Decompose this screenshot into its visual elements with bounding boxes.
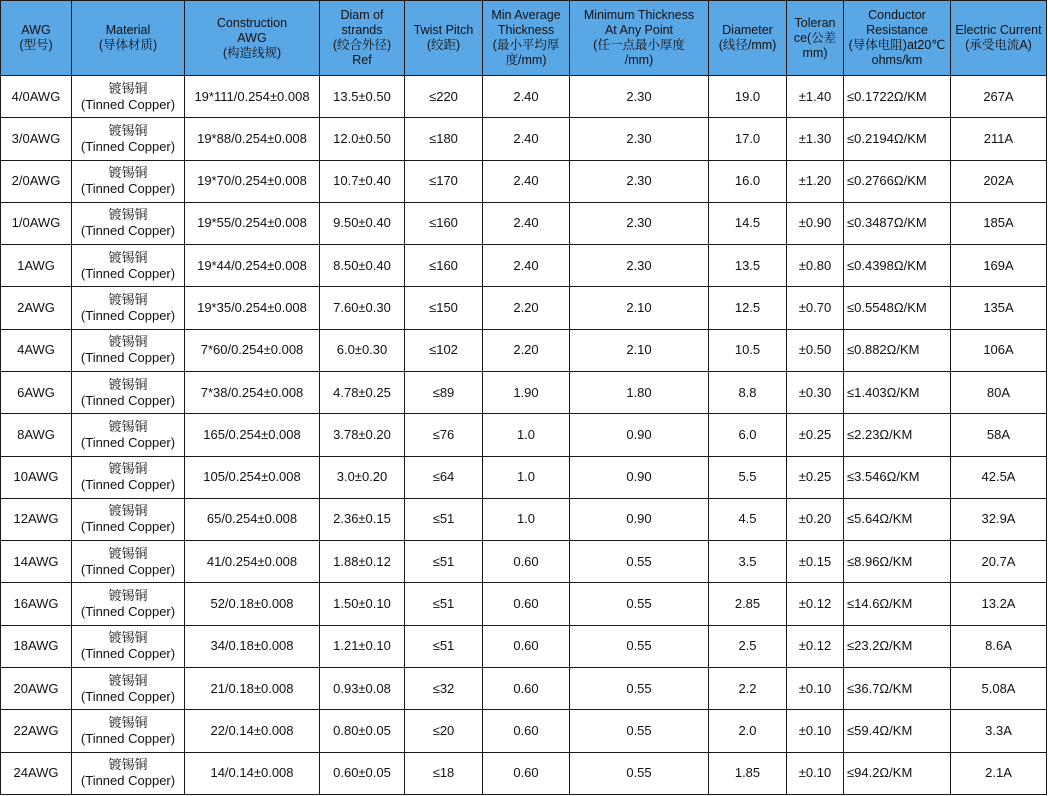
header-text-line: Min Average [491,8,561,22]
cell-diameter: 2.0 [709,710,787,752]
cell-tolerance: ±0.25 [787,414,844,456]
material-cn: 镀锡铜 [108,545,148,561]
header-text-line: Conductor [868,8,926,22]
cell-diameter: 2.85 [709,583,787,625]
cell-diameter: 1.85 [709,752,787,795]
cell-material [72,752,185,795]
cell-diameter: 8.8 [709,371,787,413]
cell-awg: 4AWG [1,329,72,371]
cell-construction: 19*35/0.254±0.008 [185,287,320,329]
cell-tolerance: ±0.90 [787,202,844,244]
table-row [1,287,1047,329]
cell-awg: 24AWG [1,752,72,795]
cell-diameter: 2.2 [709,667,787,709]
material-en: (Tinned Copper) [80,223,176,239]
cell-current: 211A [951,118,1047,160]
header-text-line: /mm) [624,53,654,67]
cell-resistance: ≤94.2Ω/KM [844,752,951,795]
header-text-line: Thickness [497,23,555,37]
material-cn: 镀锡铜 [108,122,148,138]
cell-twist: ≤51 [405,583,483,625]
cell-min-any: 0.55 [570,583,709,625]
material-en: (Tinned Copper) [80,604,176,620]
cell-min-any: 0.90 [570,498,709,540]
cell-min-avg: 0.60 [483,752,570,795]
cell-awg: 18AWG [1,625,72,667]
cell-resistance: ≤59.4Ω/KM [844,710,951,752]
cell-material [72,76,185,118]
cell-current: 3.3A [951,710,1047,752]
table-row [1,541,1047,583]
cell-current: 8.6A [951,625,1047,667]
cell-diam-strands: 8.50±0.40 [320,245,405,287]
cell-current: 135A [951,287,1047,329]
header-text-line: Material [105,23,151,37]
cell-awg: 8AWG [1,414,72,456]
table-row [1,245,1047,287]
cell-min-any: 0.55 [570,625,709,667]
cell-diameter: 13.5 [709,245,787,287]
header-text-line: (绞距) [426,38,461,52]
table-row [1,118,1047,160]
material-en: (Tinned Copper) [80,265,176,281]
material-en: (Tinned Copper) [80,138,176,154]
header-text-line: (最小平均厚 [492,38,560,52]
material-en: (Tinned Copper) [80,477,176,493]
table-row [1,371,1047,413]
header-text-line: Diameter [722,23,773,37]
cell-min-avg: 0.60 [483,541,570,583]
cell-resistance: ≤1.403Ω/KM [844,371,951,413]
cell-current: 42.5A [951,456,1047,498]
material-en: (Tinned Copper) [80,773,176,789]
cell-awg: 10AWG [1,456,72,498]
cell-current: 202A [951,160,1047,202]
cell-diam-strands: 1.50±0.10 [320,583,405,625]
cell-min-avg: 1.0 [483,498,570,540]
header-material [72,1,185,76]
cell-min-any: 2.10 [570,287,709,329]
cell-min-avg: 1.0 [483,456,570,498]
cell-min-avg: 0.60 [483,583,570,625]
material-en: (Tinned Copper) [80,434,176,450]
cell-diam-strands: 4.78±0.25 [320,371,405,413]
header-conductor-resistance [844,1,951,76]
cell-material [72,287,185,329]
cell-diam-strands: 3.78±0.20 [320,414,405,456]
cell-twist: ≤150 [405,287,483,329]
header-min-thickness-any-point [570,1,709,76]
header-construction [185,1,320,76]
header-min-average-thickness [483,1,570,76]
header-diam-strands [320,1,405,76]
cell-resistance: ≤36.7Ω/KM [844,667,951,709]
cell-current: 106A [951,329,1047,371]
cell-current: 267A [951,76,1047,118]
cell-awg: 2AWG [1,287,72,329]
cell-resistance: ≤0.5548Ω/KM [844,287,951,329]
cell-twist: ≤51 [405,625,483,667]
material-cn: 镀锡铜 [108,334,148,350]
table-row [1,625,1047,667]
cell-material [72,667,185,709]
cell-material [72,498,185,540]
header-text-line: ce(公差 [793,30,837,45]
cell-min-any: 0.55 [570,667,709,709]
cell-material [72,118,185,160]
cell-construction: 7*38/0.254±0.008 [185,371,320,413]
material-cn: 镀锡铜 [108,207,148,223]
header-text-line: Resistance [866,23,928,37]
cell-min-any: 2.30 [570,160,709,202]
cell-material [72,329,185,371]
cell-construction: 19*88/0.254±0.008 [185,118,320,160]
header-twist-pitch [405,1,483,76]
header-text-line: (导体材质) [98,38,158,52]
cell-twist: ≤76 [405,414,483,456]
header-text-line: (构造线规) [222,45,282,60]
table-row [1,710,1047,752]
material-cn: 镀锡铜 [108,503,148,519]
cell-construction: 52/0.18±0.008 [185,583,320,625]
cell-resistance: ≤5.64Ω/KM [844,498,951,540]
cell-min-avg: 0.60 [483,625,570,667]
cell-current: 5.08A [951,667,1047,709]
material-en: (Tinned Copper) [80,181,176,197]
cell-twist: ≤102 [405,329,483,371]
cell-tolerance: ±1.30 [787,118,844,160]
table-row [1,202,1047,244]
cell-current: 185A [951,202,1047,244]
cell-diameter: 4.5 [709,498,787,540]
cell-diameter: 5.5 [709,456,787,498]
material-en: (Tinned Copper) [80,646,176,662]
header-electric-current [951,1,1047,76]
cell-diam-strands: 13.5±0.50 [320,76,405,118]
cell-diameter: 2.5 [709,625,787,667]
material-en: (Tinned Copper) [80,688,176,704]
cell-tolerance: ±0.10 [787,752,844,795]
cell-current: 169A [951,245,1047,287]
cell-diam-strands: 3.0±0.20 [320,456,405,498]
header-text-line: Ref [352,53,372,67]
cell-twist: ≤160 [405,245,483,287]
cell-min-avg: 2.40 [483,76,570,118]
header-text-line: mm) [802,45,828,60]
cell-min-any: 2.30 [570,202,709,244]
cell-min-any: 0.55 [570,710,709,752]
cell-construction: 105/0.254±0.008 [185,456,320,498]
material-cn: 镀锡铜 [108,714,148,730]
cell-min-avg: 2.20 [483,329,570,371]
cell-twist: ≤220 [405,76,483,118]
table-header [1,1,1047,76]
cell-diameter: 10.5 [709,329,787,371]
cell-tolerance: ±1.20 [787,160,844,202]
cell-min-any: 1.80 [570,371,709,413]
cell-twist: ≤18 [405,752,483,795]
cell-diameter: 12.5 [709,287,787,329]
cell-diam-strands: 0.60±0.05 [320,752,405,795]
cell-construction: 14/0.14±0.008 [185,752,320,795]
cell-construction: 22/0.14±0.008 [185,710,320,752]
table-row [1,414,1047,456]
cell-diameter: 14.5 [709,202,787,244]
cell-twist: ≤32 [405,667,483,709]
cell-diameter: 19.0 [709,76,787,118]
cell-tolerance: ±0.25 [787,456,844,498]
cell-twist: ≤160 [405,202,483,244]
material-cn: 镀锡铜 [108,80,148,96]
cell-construction: 65/0.254±0.008 [185,498,320,540]
cell-awg: 4/0AWG [1,76,72,118]
header-awg [1,1,72,76]
cell-material [72,541,185,583]
cell-diam-strands: 2.36±0.15 [320,498,405,540]
cell-material [72,583,185,625]
header-text-line: 度/mm) [505,53,547,67]
table-row [1,667,1047,709]
cell-diam-strands: 1.21±0.10 [320,625,405,667]
cell-diameter: 6.0 [709,414,787,456]
header-text-line: (线径/mm) [718,38,777,52]
cell-resistance: ≤0.2194Ω/KM [844,118,951,160]
cell-twist: ≤89 [405,371,483,413]
cell-diam-strands: 1.88±0.12 [320,541,405,583]
cell-construction: 7*60/0.254±0.008 [185,329,320,371]
material-cn: 镀锡铜 [108,630,148,646]
table-row [1,329,1047,371]
header-text-line: AWG [21,23,51,37]
cell-resistance: ≤0.1722Ω/KM [844,76,951,118]
cell-tolerance: ±0.15 [787,541,844,583]
cell-tolerance: ±0.50 [787,329,844,371]
header-text-line: Minimum Thickness [583,8,695,22]
cell-min-avg: 2.20 [483,287,570,329]
cell-awg: 1AWG [1,245,72,287]
cell-tolerance: ±1.40 [787,76,844,118]
material-cn: 镀锡铜 [108,672,148,688]
cell-diam-strands: 6.0±0.30 [320,329,405,371]
cell-material [72,710,185,752]
cell-min-any: 2.30 [570,118,709,160]
material-cn: 镀锡铜 [108,757,148,773]
cell-material [72,202,185,244]
cell-awg: 3/0AWG [1,118,72,160]
cell-diam-strands: 9.50±0.40 [320,202,405,244]
material-en: (Tinned Copper) [80,350,176,366]
cell-awg: 12AWG [1,498,72,540]
table-row [1,498,1047,540]
material-cn: 镀锡铜 [108,249,148,265]
header-text-line: strands [341,23,383,37]
cell-resistance: ≤2.23Ω/KM [844,414,951,456]
header-text-line: Electric Current [955,23,1042,37]
cell-current: 2.1A [951,752,1047,795]
cell-construction: 165/0.254±0.008 [185,414,320,456]
header-text-line: At Any Point [604,23,674,37]
cell-resistance: ≤3.546Ω/KM [844,456,951,498]
material-en: (Tinned Copper) [80,730,176,746]
cell-tolerance: ±0.12 [787,583,844,625]
material-cn: 镀锡铜 [108,292,148,308]
cell-construction: 19*111/0.254±0.008 [185,76,320,118]
material-cn: 镀锡铜 [108,165,148,181]
table-row [1,76,1047,118]
cell-resistance: ≤0.2766Ω/KM [844,160,951,202]
cell-construction: 19*44/0.254±0.008 [185,245,320,287]
cell-diameter: 16.0 [709,160,787,202]
header-tolerance [787,1,844,76]
cell-tolerance: ±0.10 [787,710,844,752]
cell-resistance: ≤8.96Ω/KM [844,541,951,583]
cell-twist: ≤51 [405,498,483,540]
material-cn: 镀锡铜 [108,376,148,392]
table-row [1,160,1047,202]
table-row [1,456,1047,498]
cell-min-avg: 0.60 [483,667,570,709]
cell-twist: ≤51 [405,541,483,583]
cell-min-any: 2.30 [570,245,709,287]
cell-awg: 16AWG [1,583,72,625]
cell-diam-strands: 0.80±0.05 [320,710,405,752]
header-text-line: (型号) [19,38,53,52]
cell-diam-strands: 10.7±0.40 [320,160,405,202]
material-en: (Tinned Copper) [80,561,176,577]
cell-diameter: 17.0 [709,118,787,160]
cell-min-avg: 2.40 [483,202,570,244]
cell-material [72,245,185,287]
header-text-line: Twist Pitch [413,23,474,37]
cell-resistance: ≤0.882Ω/KM [844,329,951,371]
cell-twist: ≤20 [405,710,483,752]
header-text-line: (任一点最小厚度 [593,38,685,52]
cell-tolerance: ±0.80 [787,245,844,287]
cell-min-avg: 0.60 [483,710,570,752]
material-cn: 镀锡铜 [108,588,148,604]
table-row [1,752,1047,795]
table-body [1,76,1047,795]
cell-tolerance: ±0.70 [787,287,844,329]
cell-awg: 20AWG [1,667,72,709]
header-diameter [709,1,787,76]
cell-min-any: 0.55 [570,541,709,583]
cell-twist: ≤170 [405,160,483,202]
cell-awg: 6AWG [1,371,72,413]
cell-material [72,625,185,667]
cell-twist: ≤64 [405,456,483,498]
cell-tolerance: ±0.10 [787,667,844,709]
cell-min-any: 0.90 [570,414,709,456]
header-text-line: Toleran [794,15,836,30]
header-text-line: (绞合外径) [332,38,392,52]
cell-diam-strands: 7.60±0.30 [320,287,405,329]
cell-construction: 34/0.18±0.008 [185,625,320,667]
cell-material [72,371,185,413]
cell-resistance: ≤14.6Ω/KM [844,583,951,625]
material-en: (Tinned Copper) [80,96,176,112]
header-text-line: AWG [237,30,267,45]
header-text-line: (承受电流A) [965,38,1032,52]
cell-twist: ≤180 [405,118,483,160]
cell-diam-strands: 12.0±0.50 [320,118,405,160]
material-cn: 镀锡铜 [108,418,148,434]
header-row [1,1,1047,76]
cell-material [72,160,185,202]
cell-diam-strands: 0.93±0.08 [320,667,405,709]
cell-min-any: 0.90 [570,456,709,498]
cell-resistance: ≤0.3487Ω/KM [844,202,951,244]
cell-min-avg: 2.40 [483,245,570,287]
header-text-line: Construction [216,15,288,30]
cell-min-any: 0.55 [570,752,709,795]
table-row [1,583,1047,625]
cell-awg: 22AWG [1,710,72,752]
header-text-line: ohms/km [871,53,923,67]
material-cn: 镀锡铜 [108,461,148,477]
cell-awg: 1/0AWG [1,202,72,244]
cell-material [72,414,185,456]
cell-construction: 41/0.254±0.008 [185,541,320,583]
cell-construction: 19*70/0.254±0.008 [185,160,320,202]
cell-min-any: 2.10 [570,329,709,371]
cell-tolerance: ±0.30 [787,371,844,413]
cell-min-any: 2.30 [570,76,709,118]
material-en: (Tinned Copper) [80,519,176,535]
cell-min-avg: 1.0 [483,414,570,456]
cell-awg: 2/0AWG [1,160,72,202]
cell-resistance: ≤23.2Ω/KM [844,625,951,667]
cell-construction: 21/0.18±0.008 [185,667,320,709]
cell-current: 20.7A [951,541,1047,583]
cell-tolerance: ±0.12 [787,625,844,667]
cell-current: 58A [951,414,1047,456]
cell-current: 80A [951,371,1047,413]
cell-min-avg: 1.90 [483,371,570,413]
cell-tolerance: ±0.20 [787,498,844,540]
cell-min-avg: 2.40 [483,160,570,202]
header-text-line: (导体电阻)at20℃ [848,38,946,52]
material-en: (Tinned Copper) [80,308,176,324]
cell-current: 13.2A [951,583,1047,625]
cell-diameter: 3.5 [709,541,787,583]
header-text-line: Diam of [340,8,384,22]
material-en: (Tinned Copper) [80,392,176,408]
cell-resistance: ≤0.4398Ω/KM [844,245,951,287]
cell-current: 32.9A [951,498,1047,540]
cell-min-avg: 2.40 [483,118,570,160]
cell-awg: 14AWG [1,541,72,583]
cell-construction: 19*55/0.254±0.008 [185,202,320,244]
cell-material [72,456,185,498]
